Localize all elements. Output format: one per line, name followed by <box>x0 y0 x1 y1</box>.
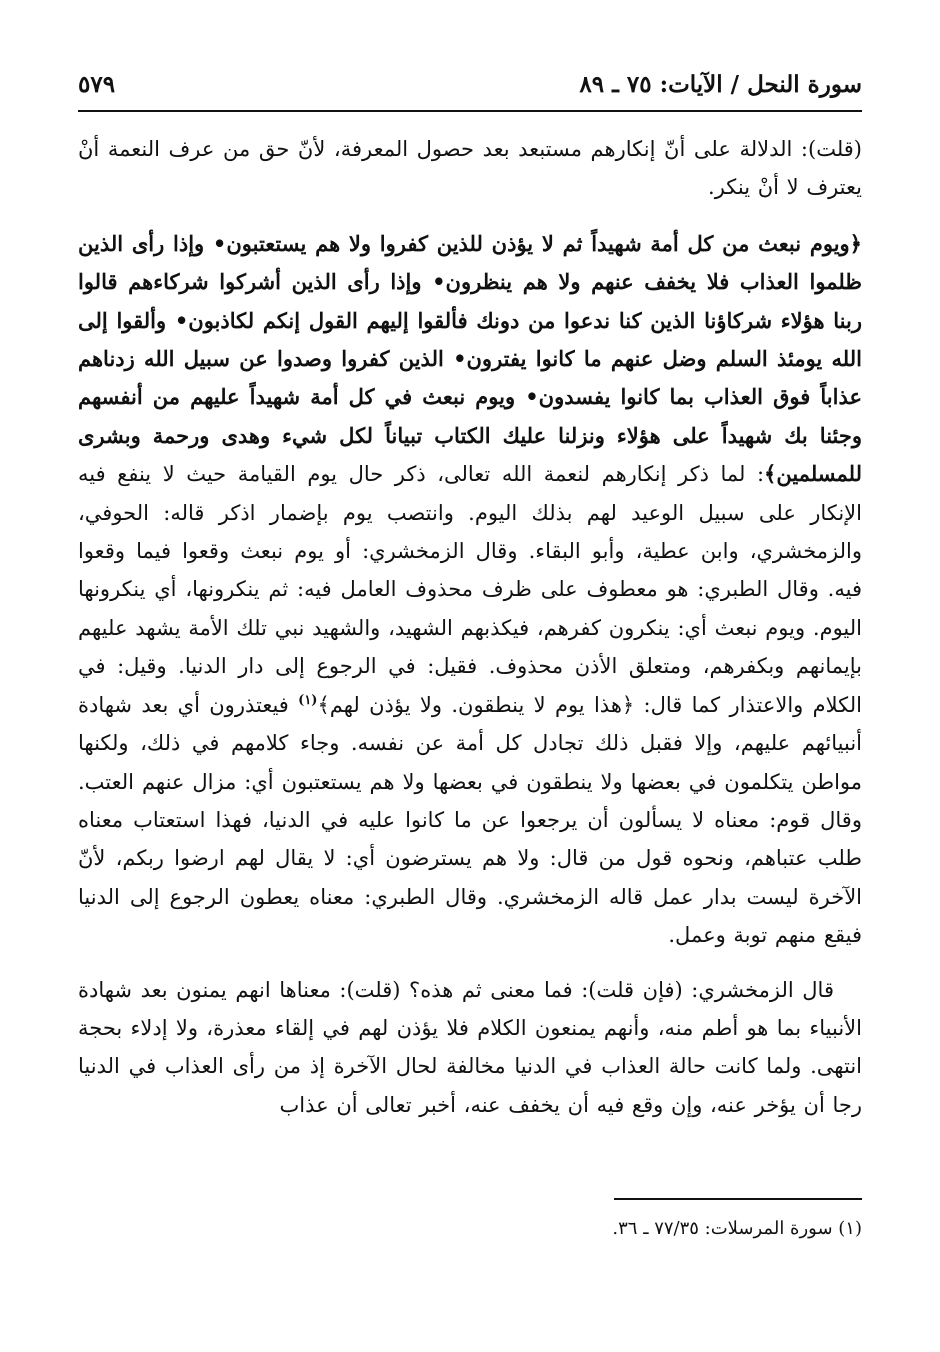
book-page <box>78 58 862 1308</box>
footnote-reference[interactable]: (١) <box>298 692 318 708</box>
surah-title: سورة النحل / الآيات: ٧٥ ـ ٨٩ <box>579 70 862 98</box>
footnote: (١) سورة المرسلات: ٧٧/٣٥ ـ ٣٦. <box>612 1218 862 1239</box>
quran-verses: ﴿ويوم نبعث من كل أمة شهيداً ثم لا يؤذن للذين كفروا ولا هم يستعتبون• وإذا رأى الذين ظلموا العذاب فلا يخفف عنهم ولا هم ينظرون• وإذا رأى الذين أشركوا شركاءهم قالوا ربنا هؤلاء شركاؤنا الذين كنا ندعوا من دونك فألقوا إليهم القول إنكم لكاذبون• وألقوا إلى الله يومئذ السلم وضل عنهم ما كانوا يفترون• الذين كفروا وصدوا عن سبيل الله زدناهم عذاباً فوق العذاب بما كانوا يفسدون• ويوم نبعث في كل أمة شهيداً عليهم من أنفسهم وجئنا بك شهيداً على هؤلاء ونزلنا عليك الكتاب تبياناً لكل شيء وهدى ورحمة وبشرى للمسلمين﴾ <box>78 230 862 487</box>
paragraph-zamakhshari <box>78 971 862 1125</box>
commentary-text-b: فيعتذرون أي بعد شهادة أنبيائهم عليهم، وإلا فقبل ذلك تجادل كل أمة عن نفسه. وجاء كلامهم في ذلك، ولكنها مواطن يتكلمون في بعضها ولا ينطقون في بعضها ولا هم يستعتبون أي: مزال عنهم العتب. وقال قوم: معناه لا يسألون أن يرجعوا عن ما كانوا عليه في الدنيا، فهذا استعتاب معناه طلب عتباهم، ونحوه قول من قال: ولا هم يسترضون أي: لا يقال لهم ارضوا ربكم، لأنّ الآخرة ليست بدار عمل قاله الزمخشري. وقال الطبري: معناه يعطون الرجوع إلى الدنيا فيقع منهم توبة وعمل. <box>78 692 862 948</box>
paragraph-quran-and-commentary <box>78 225 862 955</box>
paragraph-zamakhshari-text: قال الزمخشري: (فإن قلت): فما معنى ثم هذه؟ (قلت): معناها انهم يمنون بعد شهادة الأنبياء بما هو أطم منه، وأنهم يمنعون الكلام فلا يؤذن لهم في إلقاء معذرة، ولا إدلاء بحجة انتهى. ولما كانت حالة العذاب في الدنيا مخالفة لحال الآخرة إذ من رأى العذاب في الدنيا رجا أن يؤخر عنه، وإن وقع فيه أن يخفف عنه، أخبر تعالى أن عذاب <box>78 977 862 1117</box>
paragraph-note <box>78 130 862 207</box>
commentary-text-a: : لما ذكر إنكارهم لنعمة الله تعالى، ذكر حال يوم القيامة حيث لا ينفع فيه الإنكار على سبيل الوعيد لهم بذلك اليوم. وانتصب يوم بإضمار اذكر قاله: الحوفي، والزمخشري، وابن عطية، وأبو البقاء. وقال الزمخشري: أو يوم نبعث وقعوا فيما وقعوا فيه. وقال الطبري: هو معطوف على ظرف محذوف العامل فيه: ثم ينكرونها، أي ينكرونها اليوم. ويوم نبعث أي: ينكرون كفرهم، فيكذبهم الشهيد، والشهيد نبي تلك الأمة يشهد عليهم بإيمانهم وبكفرهم، ومتعلق الأذن محذوف. فقيل: في الرجوع إلى دار الدنيا. وقيل: في الكلام والاعتذار كما قال: ﴿هذا يوم لا ينطقون. ولا يؤذن لهم﴾ <box>78 462 862 717</box>
page-number: ٥٧٩ <box>78 70 116 98</box>
running-header <box>78 58 862 112</box>
paragraph-note-text: (قلت): الدلالة على أنّ إنكارهم مستبعد بعد حصول المعرفة، لأنّ حق من عرف النعمة أنْ يعترف لا أنْ ينكر. <box>78 137 862 200</box>
footnote-divider <box>614 1198 862 1200</box>
